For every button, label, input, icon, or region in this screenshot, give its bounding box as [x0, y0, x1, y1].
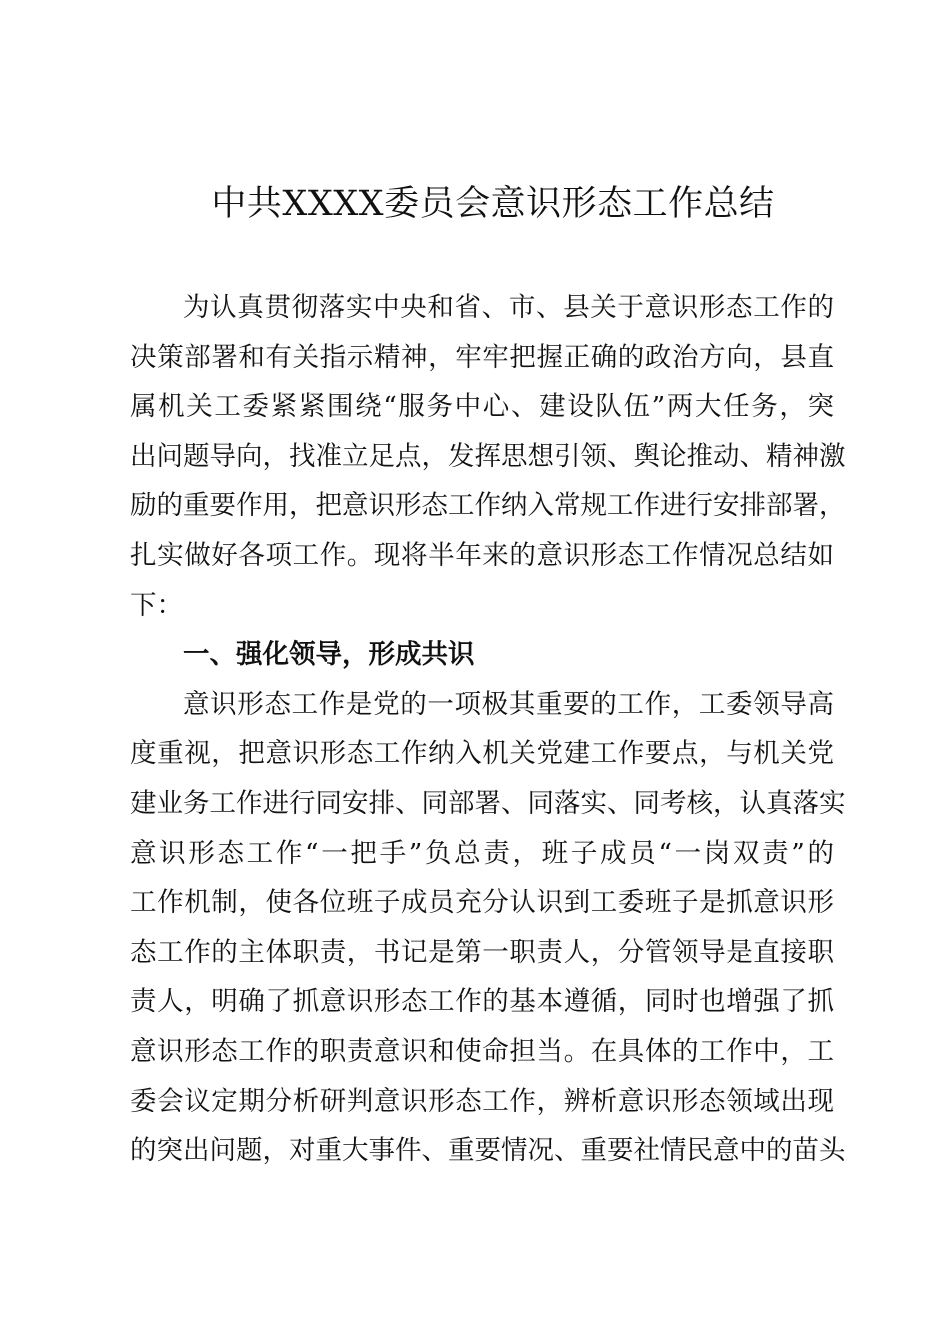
intro-line-6: 扎实做好各项工作。现将半年来的意识形态工作情况总结如: [130, 539, 834, 571]
section1-line-7: 责人，明确了抓意识形态工作的基本遵循，同时也增强了抓: [130, 986, 834, 1018]
section1-line-3: 建业务工作进行同安排、同部署、同落实、同考核，认真落实: [130, 787, 846, 819]
section1-line-10: 的突出问题，对重大事件、重要情况、重要社情民意中的苗头: [130, 1135, 846, 1167]
intro-line-5: 励的重要作用，把意识形态工作纳入常规工作进行安排部署，: [130, 490, 846, 522]
section1-line-4: 意识形态工作“一把手”负总责，班子成员“一岗双责”的: [130, 837, 834, 869]
document-body: [130, 283, 846, 1176]
intro-line-3: 属机关工委紧紧围绕“服务中心、建设队伍”两大任务，突: [130, 391, 834, 423]
section1-line-5: 工作机制，使各位班子成员充分认识到工委班子是抓意识形: [130, 887, 834, 919]
section-heading-1: 一、强化领导，形成共识: [183, 639, 475, 671]
intro-line-7: 下：: [130, 589, 183, 621]
intro-line-4: 出问题导向，找准立足点，发挥思想引领、舆论推动、精神激: [130, 440, 846, 472]
document-title: 中共XXXX委员会意识形态工作总结: [211, 184, 775, 224]
section1-line-1: 意识形态工作是党的一项极其重要的工作，工委领导高: [183, 688, 834, 720]
section1-line-8: 意识形态工作的职责意识和使命担当。在具体的工作中，工: [130, 1035, 834, 1067]
section1-line-6: 态工作的主体职责，书记是第一职责人，分管领导是直接职: [130, 936, 834, 968]
section1-line-2: 度重视，把意识形态工作纳入机关党建工作要点，与机关党: [130, 738, 834, 770]
intro-line-2: 决策部署和有关指示精神，牢牢把握正确的政治方向，县直: [130, 341, 834, 373]
intro-line-1: 为认真贯彻落实中央和省、市、县关于意识形态工作的: [183, 292, 834, 323]
section1-line-9: 委会议定期分析研判意识形态工作，辨析意识形态领域出现: [130, 1085, 834, 1117]
